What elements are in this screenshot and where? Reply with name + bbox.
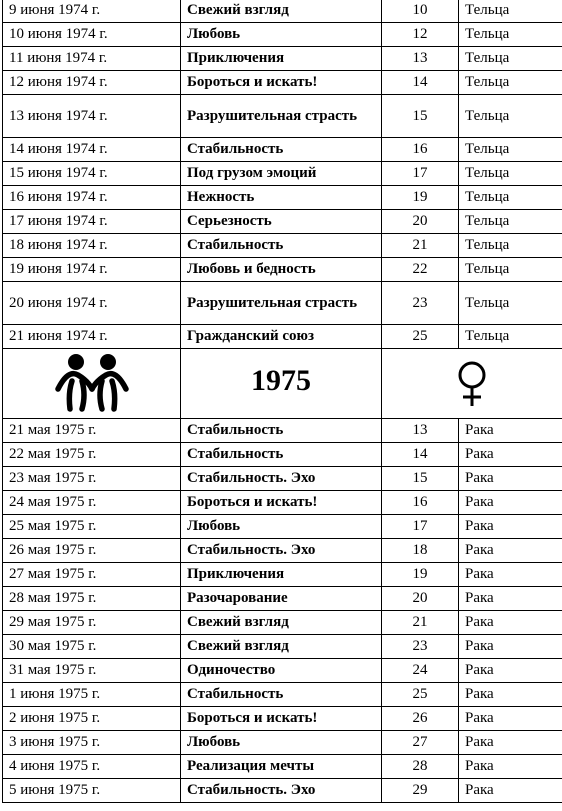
- table-row: [3, 210, 562, 234]
- number-cell: 15: [382, 95, 459, 138]
- title-cell: Стабильность: [181, 138, 382, 162]
- date-cell: 24 мая 1975 г.: [3, 491, 181, 515]
- number-cell: 19: [382, 563, 459, 587]
- table-row: [3, 0, 562, 23]
- sign-cell: Тельца: [459, 162, 562, 186]
- sign-cell: Тельца: [459, 325, 562, 349]
- title-cell: Под грузом эмоций: [181, 162, 382, 186]
- date-cell: 14 июня 1974 г.: [3, 138, 181, 162]
- sign-cell: Тельца: [459, 282, 562, 325]
- number-cell: 19: [382, 186, 459, 210]
- date-cell: 28 мая 1975 г.: [3, 587, 181, 611]
- title-cell: Любовь: [181, 515, 382, 539]
- date-cell: 12 июня 1974 г.: [3, 71, 181, 95]
- date-cell: 4 июня 1975 г.: [3, 755, 181, 779]
- title-cell: Стабильность. Эхо: [181, 467, 382, 491]
- date-cell: 10 июня 1974 г.: [3, 23, 181, 47]
- table-row: [3, 683, 562, 707]
- sign-cell: Рака: [459, 515, 562, 539]
- sign-cell: Рака: [459, 419, 562, 443]
- date-cell: 17 июня 1974 г.: [3, 210, 181, 234]
- title-cell: Свежий взгляд: [181, 611, 382, 635]
- date-cell: 3 июня 1975 г.: [3, 731, 181, 755]
- date-cell: 9 июня 1974 г.: [3, 0, 181, 23]
- sign-cell: Рака: [459, 659, 562, 683]
- title-cell: Любовь: [181, 23, 382, 47]
- sign-cell: Тельца: [459, 138, 562, 162]
- sign-cell: Рака: [459, 539, 562, 563]
- date-cell: 16 июня 1974 г.: [3, 186, 181, 210]
- number-cell: 17: [382, 162, 459, 186]
- title-cell: Стабильность. Эхо: [181, 779, 382, 803]
- year-label: 1975: [251, 364, 311, 397]
- number-cell: 20: [382, 587, 459, 611]
- number-cell: 13: [382, 419, 459, 443]
- number-cell: 13: [382, 47, 459, 71]
- date-cell: 13 июня 1974 г.: [3, 95, 181, 138]
- table-row: [3, 587, 562, 611]
- date-cell: 29 мая 1975 г.: [3, 611, 181, 635]
- sign-cell: Рака: [459, 635, 562, 659]
- title-cell: Серьезность: [181, 210, 382, 234]
- sign-cell: Рака: [459, 587, 562, 611]
- sign-cell: Рака: [459, 491, 562, 515]
- gemini-icon: [54, 353, 130, 415]
- dates-table: [2, 0, 562, 803]
- title-cell: Бороться и искать!: [181, 707, 382, 731]
- table-row: [3, 635, 562, 659]
- table-row: [3, 186, 562, 210]
- table-row: [3, 138, 562, 162]
- table-row: [3, 563, 562, 587]
- title-cell: Разрушительная страсть: [181, 282, 382, 325]
- number-cell: 12: [382, 23, 459, 47]
- sign-cell: Тельца: [459, 23, 562, 47]
- sign-cell: Рака: [459, 731, 562, 755]
- table-row: [3, 731, 562, 755]
- number-cell: 27: [382, 731, 459, 755]
- sign-cell: Тельца: [459, 258, 562, 282]
- sign-cell: Рака: [459, 467, 562, 491]
- number-cell: 17: [382, 515, 459, 539]
- title-cell: Разрушительная страсть: [181, 95, 382, 138]
- title-cell: Стабильность: [181, 683, 382, 707]
- number-cell: 26: [382, 707, 459, 731]
- date-cell: 2 июня 1975 г.: [3, 707, 181, 731]
- number-cell: 14: [382, 443, 459, 467]
- sign-cell: Тельца: [459, 234, 562, 258]
- sign-cell: Тельца: [459, 0, 562, 23]
- title-cell: Стабильность. Эхо: [181, 539, 382, 563]
- sign-cell: Рака: [459, 779, 562, 803]
- date-cell: 21 мая 1975 г.: [3, 419, 181, 443]
- sign-cell: Тельца: [459, 186, 562, 210]
- date-cell: 1 июня 1975 г.: [3, 683, 181, 707]
- table-row: [3, 491, 562, 515]
- table-row: [3, 539, 562, 563]
- number-cell: 20: [382, 210, 459, 234]
- table-row: [3, 611, 562, 635]
- table-row: [3, 71, 562, 95]
- sign-cell: Тельца: [459, 95, 562, 138]
- sign-cell: Рака: [459, 563, 562, 587]
- date-cell: 25 мая 1975 г.: [3, 515, 181, 539]
- sign-cell: Рака: [459, 443, 562, 467]
- number-cell: 21: [382, 234, 459, 258]
- table-row: [3, 234, 562, 258]
- sign-cell: Рака: [459, 611, 562, 635]
- table-row: [3, 659, 562, 683]
- date-cell: 30 мая 1975 г.: [3, 635, 181, 659]
- table-row: [3, 419, 562, 443]
- table-row: [3, 47, 562, 71]
- title-cell: Любовь и бедность: [181, 258, 382, 282]
- number-cell: 15: [382, 467, 459, 491]
- table-row: [3, 707, 562, 731]
- table-row: [3, 23, 562, 47]
- date-cell: 27 мая 1975 г.: [3, 563, 181, 587]
- title-cell: Приключения: [181, 563, 382, 587]
- title-cell: Свежий взгляд: [181, 635, 382, 659]
- number-cell: 25: [382, 683, 459, 707]
- table-row: [3, 755, 562, 779]
- zodiac-cell: [3, 349, 181, 419]
- title-cell: Стабильность: [181, 419, 382, 443]
- title-cell: Любовь: [181, 731, 382, 755]
- table-row: [3, 515, 562, 539]
- table-row: [3, 443, 562, 467]
- number-cell: 25: [382, 325, 459, 349]
- title-cell: Стабильность: [181, 443, 382, 467]
- sign-cell: Рака: [459, 683, 562, 707]
- number-cell: 24: [382, 659, 459, 683]
- number-cell: 16: [382, 491, 459, 515]
- date-cell: 23 мая 1975 г.: [3, 467, 181, 491]
- number-cell: 23: [382, 282, 459, 325]
- table-row: [3, 282, 562, 325]
- sign-cell: Тельца: [459, 71, 562, 95]
- year-header-row: [3, 349, 562, 419]
- date-cell: 26 мая 1975 г.: [3, 539, 181, 563]
- date-cell: 21 июня 1974 г.: [3, 325, 181, 349]
- number-cell: 21: [382, 611, 459, 635]
- number-cell: 10: [382, 0, 459, 23]
- table-row: [3, 95, 562, 138]
- title-cell: Бороться и искать!: [181, 491, 382, 515]
- title-cell: Стабильность: [181, 234, 382, 258]
- title-cell: Приключения: [181, 47, 382, 71]
- title-cell: Нежность: [181, 186, 382, 210]
- sign-cell: Тельца: [459, 210, 562, 234]
- table-row: [3, 325, 562, 349]
- number-cell: 29: [382, 779, 459, 803]
- title-cell: Бороться и искать!: [181, 71, 382, 95]
- sign-cell: Рака: [459, 707, 562, 731]
- date-cell: 22 мая 1975 г.: [3, 443, 181, 467]
- table-row: [3, 258, 562, 282]
- number-cell: 16: [382, 138, 459, 162]
- number-cell: 18: [382, 539, 459, 563]
- title-cell: Разочарование: [181, 587, 382, 611]
- date-cell: 19 июня 1974 г.: [3, 258, 181, 282]
- date-cell: 15 июня 1974 г.: [3, 162, 181, 186]
- date-cell: 11 июня 1974 г.: [3, 47, 181, 71]
- year-cell: [181, 349, 382, 419]
- number-cell: 14: [382, 71, 459, 95]
- date-cell: 5 июня 1975 г.: [3, 779, 181, 803]
- title-cell: Гражданский союз: [181, 325, 382, 349]
- number-cell: 23: [382, 635, 459, 659]
- table-row: [3, 162, 562, 186]
- sign-cell: Рака: [459, 755, 562, 779]
- date-cell: 18 июня 1974 г.: [3, 234, 181, 258]
- venus-icon: [454, 360, 490, 408]
- planet-cell: [382, 349, 562, 419]
- date-cell: 20 июня 1974 г.: [3, 282, 181, 325]
- number-cell: 22: [382, 258, 459, 282]
- sign-cell: Тельца: [459, 47, 562, 71]
- title-cell: Свежий взгляд: [181, 0, 382, 23]
- title-cell: Реализация мечты: [181, 755, 382, 779]
- table-row: [3, 779, 562, 803]
- number-cell: 28: [382, 755, 459, 779]
- table-row: [3, 467, 562, 491]
- title-cell: Одиночество: [181, 659, 382, 683]
- date-cell: 31 мая 1975 г.: [3, 659, 181, 683]
